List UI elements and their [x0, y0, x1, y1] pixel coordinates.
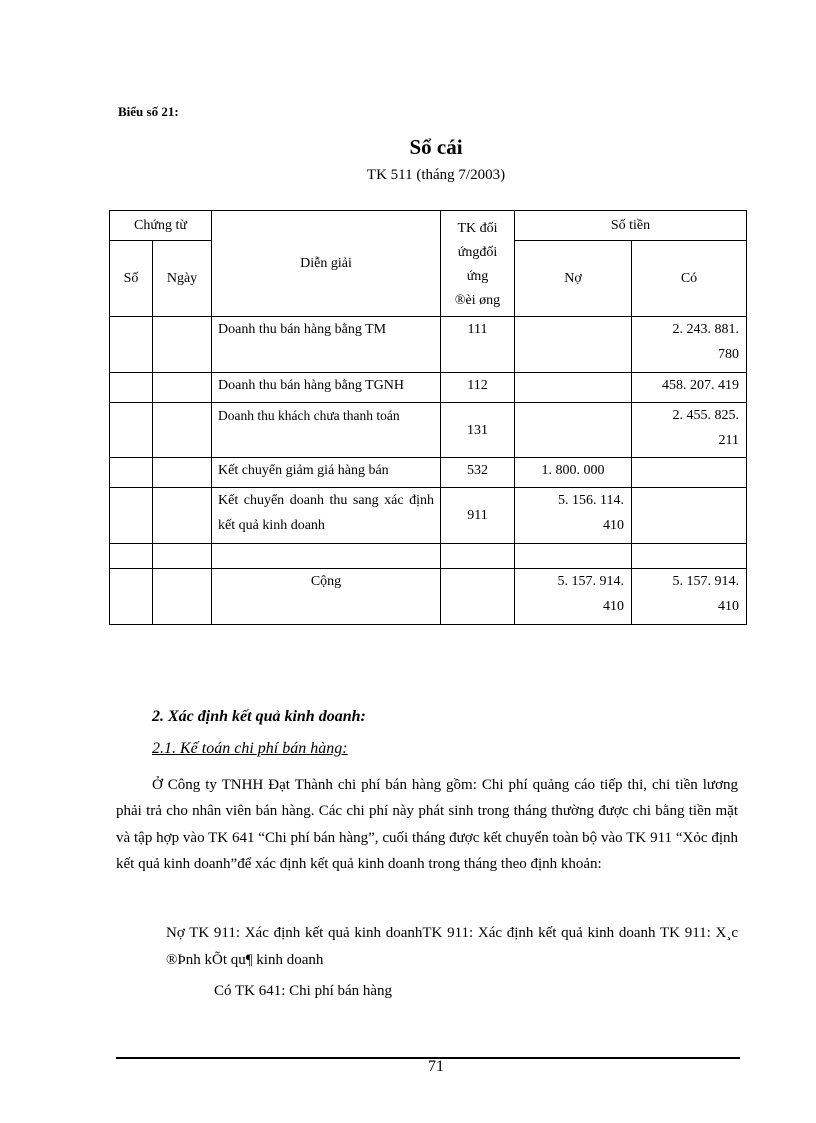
cell-no: 1. 800. 000	[515, 458, 632, 488]
journal-entry-debit: Nợ TK 911: Xác định kết quả kinh doanhTK 911: Xác định kết quả kinh doanh TK 911: X¸c ®Þnh kÕt qu¶ kinh doanh	[166, 925, 738, 968]
table-row	[110, 544, 747, 569]
cell-no	[515, 373, 632, 403]
body-paragraph	[116, 772, 738, 877]
header-tk-doi-ung: TK đối ứngđối ứng ®èi øng	[441, 211, 515, 317]
cell-so	[110, 373, 153, 403]
cell-ngay	[153, 317, 212, 373]
table-row	[110, 317, 747, 373]
cell-tk: 112	[441, 373, 515, 403]
cell-dien-giai: Kết chuyển giảm giá hàng bán	[212, 458, 441, 488]
cell-co: 2. 455. 825. 211	[632, 403, 747, 458]
page-subtitle: TK 511 (tháng 7/2003)	[366, 167, 506, 183]
journal-entry-credit: Có TK 641: Chi phí bán hàng	[214, 983, 393, 999]
page-number: 71	[428, 1058, 444, 1075]
header-dien-giai: Diễn giải	[212, 211, 441, 317]
cell-so	[110, 488, 153, 544]
header-chung-tu: Chứng từ	[110, 211, 212, 241]
cell-dien-giai	[212, 544, 441, 569]
cell-dien-giai: Kết chuyển doanh thu sang xác định kết quả kinh doanh	[212, 488, 441, 544]
figure-label: Biểu số 21:	[118, 104, 179, 119]
paragraph-text: Ở Công ty TNHH Đạt Thành chi phí bán hàng gồm: Chi phí quảng cáo tiếp thi, chi tiền lương phải trả cho nhân viên bán hàng. Các chi phí này phát sinh trong tháng thường được chi bằng tiền mặt và tập hợp vào TK 641 “Chi phí bán hàng”, cuối tháng được kết chuyển toàn bộ vào TK 911 “Xỏc định kết quả kinh doanh”để xác định kết quả kinh doanh trong tháng theo định khoản:	[116, 777, 738, 872]
cell-ngay	[153, 403, 212, 458]
header-so: Số	[110, 241, 153, 317]
cell-co: 458. 207. 419	[632, 373, 747, 403]
cell-tk	[441, 544, 515, 569]
cell-so	[110, 458, 153, 488]
total-label: Cộng	[212, 569, 441, 625]
table-row	[110, 403, 747, 458]
cell-tk: 911	[441, 488, 515, 544]
cell-no	[515, 317, 632, 373]
cell-so	[110, 317, 153, 373]
section-subheading: 2.1. Kế toán chi phí bán hàng:	[152, 740, 348, 757]
cell-tk: 532	[441, 458, 515, 488]
header-so-tien: Số tiền	[515, 211, 747, 241]
total-row	[110, 569, 747, 625]
cell-ngay	[153, 544, 212, 569]
header-ngay: Ngày	[153, 241, 212, 317]
cell-dien-giai: Doanh thu bán hàng bằng TGNH	[212, 373, 441, 403]
cell-ngay	[153, 488, 212, 544]
total-co: 5. 157. 914. 410	[632, 569, 747, 625]
cell-so	[110, 403, 153, 458]
cell-co: 2. 243. 881. 780	[632, 317, 747, 373]
cell-no: 5. 156. 114. 410	[515, 488, 632, 544]
cell-dien-giai: Doanh thu khách chưa thanh toán	[212, 403, 441, 458]
cell-co	[632, 458, 747, 488]
cell-ngay	[153, 458, 212, 488]
cell-co	[632, 544, 747, 569]
total-no: 5. 157. 914. 410	[515, 569, 632, 625]
cell-tk: 111	[441, 317, 515, 373]
cell-no	[515, 544, 632, 569]
cell-co	[632, 488, 747, 544]
table-row	[110, 488, 747, 544]
section-heading: 2. Xác định kết quả kinh doanh:	[152, 708, 366, 725]
table-row	[110, 458, 747, 488]
page-title: Sổ cái	[409, 135, 463, 159]
header-no: Nợ	[515, 241, 632, 317]
cell-dien-giai: Doanh thu bán hàng bằng TM	[212, 317, 441, 373]
table-row	[110, 373, 747, 403]
cell-tk: 131	[441, 403, 515, 458]
ledger-table	[109, 210, 747, 625]
header-co: Có	[632, 241, 747, 317]
cell-so	[110, 544, 153, 569]
cell-ngay	[153, 373, 212, 403]
cell-no	[515, 403, 632, 458]
